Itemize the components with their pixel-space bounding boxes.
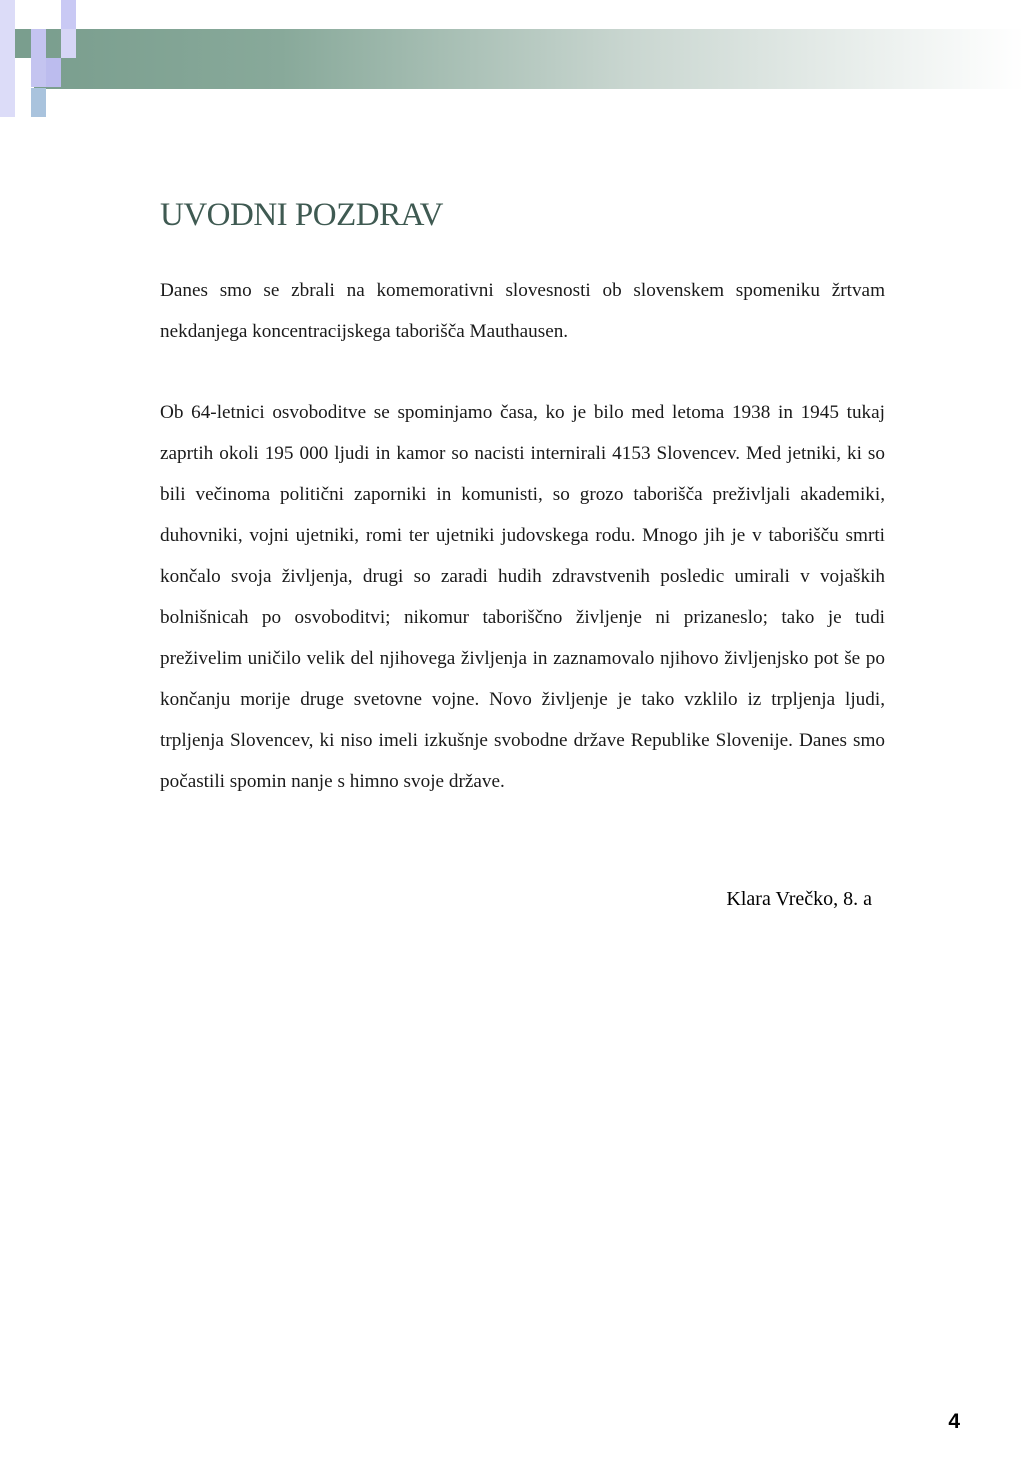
- decor-square: [31, 88, 46, 117]
- decor-square: [0, 0, 15, 117]
- page-title: UVODNI POZDRAV: [160, 197, 443, 233]
- decor-square: [46, 58, 61, 87]
- page-number: 4: [948, 1410, 960, 1433]
- decor-square: [61, 0, 76, 29]
- decor-square: [61, 29, 76, 58]
- author-signature: Klara Vrečko, 8. a: [726, 888, 872, 910]
- decor-square: [15, 29, 31, 58]
- body-paragraph: Ob 64-letnici osvoboditve se spominjamo časa, ko je bilo med letoma 1938 in 1945 tukaj zaprtih okoli 195 000 ljudi in kamor so nacisti internirali 4153 Slovencev. Med jetniki, ki so bili večinoma politični zaporniki in komunisti, so grozo taborišča preživljali akademiki, duhovniki, vojni ujetniki, romi ter ujetniki judovskega rodu. Mnogo jih je v taborišču smrti končalo svoja življenja, drugi so zaradi hudih zdravstvenih posledic umirali v vojaških bolnišnicah po osvoboditvi; nikomur taboriščno življenje ni prizaneslo; tako je tudi preživelim uničilo velik del njihovega življenja in zaznamovalo njihovo življenjsko pot še po končanju morije druge svetovne vojne. Novo življenje je tako vzklilo iz trpljenja ljudi, trpljenja Slovencev, ki niso imeli izkušnje svobodne države Republike Slovenije. Danes smo počastili spomin nanje s himno svoje države.: [160, 402, 885, 792]
- decor-square: [31, 29, 46, 87]
- intro-paragraph: Danes smo se zbrali na komemorativni slovesnosti ob slovenskem spomeniku žrtvam nekdanjega koncentracijskega taborišča Mauthausen.: [160, 280, 885, 342]
- header-gradient-band: [34, 29, 1024, 89]
